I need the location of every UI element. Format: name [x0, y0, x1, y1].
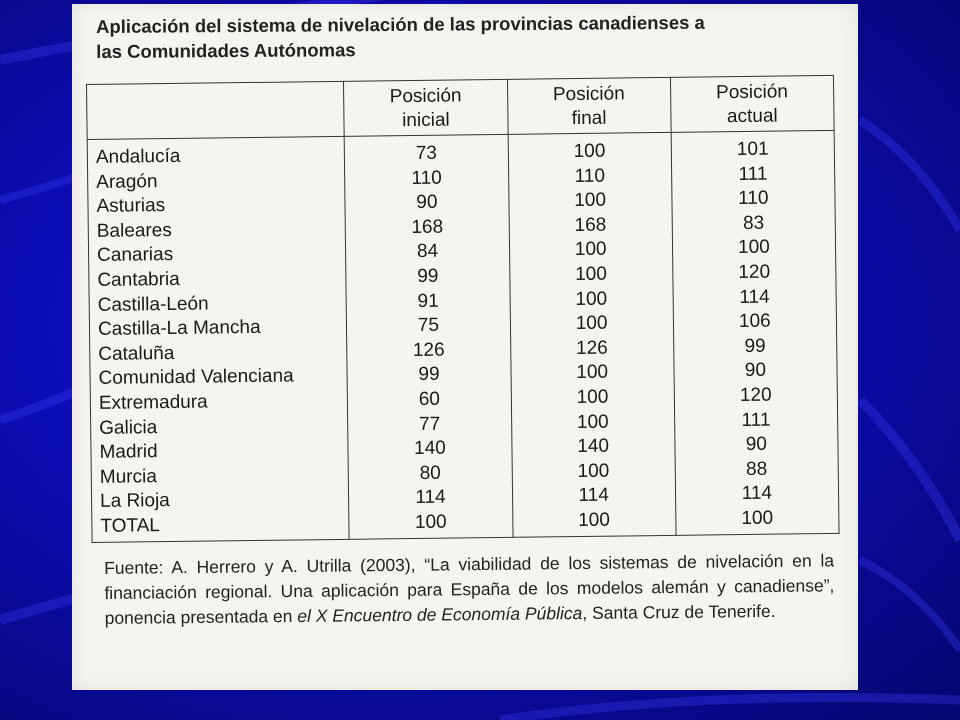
data-table	[86, 75, 840, 543]
header-posicion-actual	[670, 75, 834, 132]
final-cell: 100	[509, 262, 672, 289]
final-cell: 100	[510, 360, 673, 387]
actual-cell: 88	[675, 457, 839, 484]
region-cell: Madrid	[91, 438, 349, 466]
document-title	[96, 9, 836, 64]
final-cell: 100	[508, 132, 672, 165]
source-citation	[104, 548, 835, 631]
region-cell: Galicia	[91, 413, 349, 441]
actual-cell: 90	[675, 432, 839, 459]
source-text-end: , Santa Cruz de Tenerife.	[582, 600, 776, 623]
inicial-cell: 77	[348, 411, 511, 438]
inicial-cell: 126	[347, 338, 510, 365]
scanned-document	[72, 4, 858, 690]
header-line: Posición	[715, 81, 789, 104]
actual-cell: 106	[673, 309, 837, 336]
region-cell: TOTAL	[92, 512, 350, 542]
actual-cell: 111	[671, 161, 835, 188]
actual-cell: 110	[672, 186, 836, 213]
region-cell: Cataluña	[90, 340, 348, 368]
actual-cell: 83	[672, 211, 836, 238]
final-cell: 100	[508, 188, 671, 215]
actual-cell: 101	[671, 130, 835, 163]
table-header-row	[87, 75, 835, 139]
header-posicion-inicial	[344, 79, 508, 136]
region-cell: Baleares	[88, 217, 346, 245]
inicial-cell: 75	[347, 313, 510, 340]
final-cell: 140	[511, 434, 674, 461]
inicial-cell: 100	[349, 510, 513, 539]
final-cell: 100	[510, 311, 673, 338]
header-line: actual	[726, 105, 778, 128]
source-italic: el X Encuentro de Economía Pública	[297, 602, 583, 626]
region-cell: La Rioja	[91, 487, 349, 515]
actual-cell: 99	[673, 334, 837, 361]
inicial-cell: 60	[348, 387, 511, 414]
region-cell: Comunidad Valenciana	[90, 364, 348, 392]
inicial-cell: 114	[349, 485, 512, 512]
region-cell: Castilla-La Mancha	[89, 315, 347, 343]
region-cell: Andalucía	[87, 136, 345, 170]
final-cell: 110	[508, 163, 671, 190]
final-cell: 114	[512, 483, 675, 510]
actual-cell: 100	[672, 235, 836, 262]
source-text: Fuente: A. Herrero y A. Utrilla (2003), “La viabilidad de los sistemas de nivelación en la financiación regional. Una aplicación para España de los modelos alemán y canadiense”, ponencia presentada en	[104, 550, 835, 628]
header-line: Posición	[552, 83, 625, 106]
final-cell: 100	[510, 286, 673, 313]
final-cell: 100	[511, 385, 674, 412]
final-cell: 100	[511, 409, 674, 436]
inicial-cell: 91	[346, 288, 509, 315]
inicial-cell: 99	[346, 264, 509, 291]
final-cell: 100	[512, 508, 676, 537]
inicial-cell: 140	[348, 436, 511, 463]
inicial-cell: 168	[345, 215, 508, 242]
actual-cell: 114	[673, 284, 837, 311]
inicial-cell: 110	[345, 165, 508, 192]
region-cell: Extremadura	[90, 389, 348, 417]
inicial-cell: 80	[348, 461, 511, 488]
header-posicion-final	[507, 77, 671, 134]
actual-cell: 114	[675, 481, 839, 508]
title-line-1: Aplicación del sistema de nivelación de las provincias canadienses a	[96, 11, 705, 37]
region-cell: Castilla-León	[89, 290, 347, 318]
table-body	[87, 130, 839, 542]
inicial-cell: 73	[345, 134, 509, 167]
header-line: inicial	[402, 109, 450, 132]
actual-cell: 111	[674, 407, 838, 434]
inicial-cell: 99	[347, 362, 510, 389]
header-line: final	[571, 107, 607, 130]
region-cell: Canarias	[88, 241, 346, 269]
title-line-2: las Comunidades Autónomas	[96, 39, 356, 62]
actual-cell: 90	[674, 358, 838, 385]
actual-cell: 120	[672, 260, 836, 287]
inicial-cell: 90	[345, 190, 508, 217]
region-cell: Cantabria	[89, 266, 347, 294]
header-corner-cell	[87, 81, 345, 139]
final-cell: 126	[510, 336, 673, 363]
region-cell: Asturias	[88, 192, 346, 220]
inicial-cell: 84	[346, 239, 509, 266]
final-cell: 100	[512, 459, 675, 486]
region-cell: Aragón	[88, 167, 346, 195]
actual-cell: 100	[675, 506, 839, 535]
region-cell: Murcia	[91, 463, 349, 491]
data-table-wrapper	[86, 75, 840, 543]
actual-cell: 120	[674, 383, 838, 410]
header-line: Posición	[389, 85, 462, 108]
final-cell: 100	[509, 237, 672, 264]
final-cell: 168	[509, 213, 672, 240]
